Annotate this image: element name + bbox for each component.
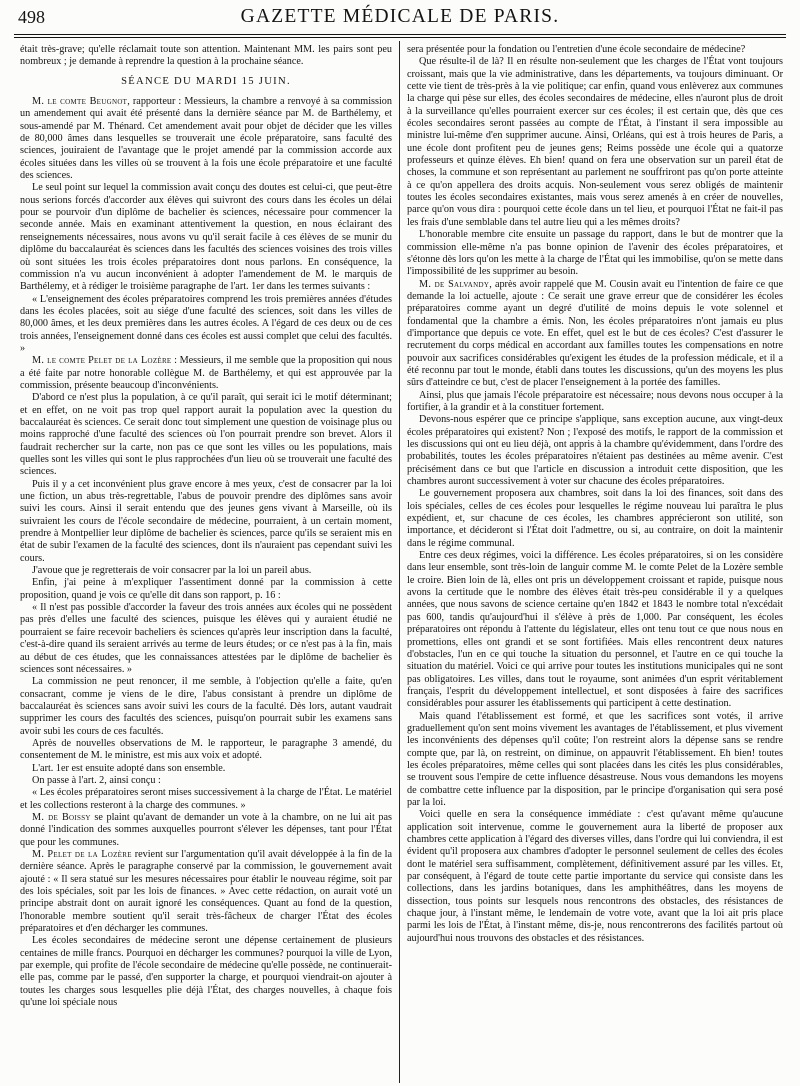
paragraph bbox=[20, 392, 392, 478]
paragraph bbox=[20, 676, 392, 738]
paragraph bbox=[20, 935, 392, 1009]
paragraph-text: se plaint qu'avant de demander un vote à la chambre, on ne lui ait pas donné l'indication des sommes auxquelles pourront s'élever les dépenses, tant pour l'État que pour les communes. bbox=[20, 811, 392, 848]
paragraph-text: Devons-nous espérer que ce principe s'applique, sans exception aucune, aux vingt-deux écoles préparatoires qui existent? Non ; l'exposé des motifs, le rapport de la commission et les discussions qui ont eu lieu déjà, ont appris à la chambre qu'évidemment, dans l'ordre des probabilités, toutes les écoles préparatoires n'étaient pas destinées au même avenir. C'est précisément dans ce but que l'article en discussion a introduit cette disposition, que les chambres auront successivement à voter sur chacune des écoles préparatoires. bbox=[407, 414, 783, 488]
paragraph-text: Que résulte-il de là? Il en résulte non-seulement que les charges de l'État vont toujours croissant, mais que la vie administrative, dans les départements, va toujours diminuant. Or cette vie tient de très-près à la vie politique; car enfin, quand vous enlèverez aux communes la charge qui pèse sur elles, des écoles secondaires de médecine, elles n'auront plus de droit à la surveillance qu'elles pourraient exercer sur ces écoles; il est certain que, dès que ces écoles secondaires seront passées au compte de l'État, à l'instant il sera impossible au ministre lui-même d'en supprimer aucune. Ainsi, Orléans, qui est à trois heures de Paris, a une école dont profitent peu de jeunes gens; Reims possède une école qui a quatorze professeurs et quinze élèves. Eh bien! quand on fera une observation sur un pareil état de choses, la commune et son représentant au parlement ne souffriront pas qu'on porte atteinte à ce qu'on appellera des droits acquis. Non-seulement vous serez obligés de maintenir toutes les écoles secondaires existantes, mais vous serez amenés à en créer de nouvelles, parce qu'on vous dira : pourquoi cette école dans un tel lieu, et pourquoi l'État ne fait-il pas les frais d'une semblable dans tel autre lieu qui a les mêmes droits? bbox=[407, 56, 783, 228]
speaker-name: M. le comte Pelet de la Lozère bbox=[32, 355, 172, 367]
paragraph-text: Enfin, j'ai peine à m'expliquer l'assentiment donné par la commission à cette proposition, quand je vois ce qu'elle dit dans son rapport, p. 16 : bbox=[20, 577, 392, 601]
paragraph bbox=[407, 390, 783, 415]
paragraph-text: Mais quand l'établissement est formé, et que les sacrifices sont votés, il arrive graduellement qu'on sent moins vivement les avantages de l'établissement, et plus vivement les inconvénients des dépenses qu'il coûte; l'on restreint alors la dépense sans se rendre compte que, par là, on restreint, on diminue, on appauvrit l'établissement. Eh bien! toutes les écoles préparatoires, même celles qui sont placées dans les cités les plus considérables, se trouvent sous l'empire de cette influence désastreuse. Nous vous demandons les moyens de combattre cette influence par la disposition, par le principe d'organisation qui sera posé par la loi. bbox=[407, 710, 783, 808]
paragraph-text: La commission ne peut renoncer, il me semble, à l'objection qu'elle a faite, qu'en consacrant, comme je viens de le dire, l'abus consistant à prendre un diplôme de baccalauréat ès sciences sans avoir suivi les cours de la faculté. Dès lors, autant vaudrait supprimer les cours des facultés des sciences, puisqu'on pourrait subir les examens sans avoir subi les cours de ces facultés. bbox=[20, 676, 392, 737]
paragraph-text: Ainsi, plus que jamais l'école préparatoire est nécessaire; nous devons nous occuper à la fortifier, à la grandir et à la constituer fortement. bbox=[407, 389, 783, 413]
paragraph bbox=[407, 488, 783, 550]
paragraph-text: revient sur l'argumentation qu'il avait développée à la fin de la dernière séance. Après le paragraphe conservé par la commission, le gouvernement avait ajouté : « Il sera statué sur les mesures nécessaires pour établir le nouveau régime, soit par des lois spéciales, soit par les lois de finances. » Avec cette rédaction, on aurait voté un principe abstrait dont on aurait ignoré les conséquences. Quant au fond de la question, l'honorable membre soutient qu'il serait très-fâcheux de charger l'État des écoles préparatoires et d'en décharger les communes. bbox=[20, 849, 392, 935]
paragraph bbox=[407, 56, 783, 229]
paragraph-text: sera présentée pour la fondation ou l'entretien d'une école secondaire de médecine? bbox=[407, 44, 746, 55]
paragraph bbox=[20, 577, 392, 602]
paragraph-text: D'abord ce n'est plus la population, à ce qu'il paraît, qui serait ici le motif déterminant; et en effet, on ne voit pas trop quel rapport aurait la population avec la question du baccalauréat ès sciences. Ce serait donc tout simplement une question de voisinage plus ou moins rapproché d'une faculté des sciences où l'on pourrait prendre son brevet. Alors il faudrait rechercher sur la carte, non pas ce que sont les villes ou les populations, mais quelles sont les villes qui sont le plus rapprochées d'un lieu où se trouverait une faculté des sciences. bbox=[20, 392, 392, 478]
paragraph bbox=[407, 44, 783, 56]
paragraph-text: L'art. 1er est ensuite adopté dans son ensemble. bbox=[32, 762, 226, 774]
paragraph bbox=[407, 279, 783, 390]
session-heading: SÉANCE DU MARDI 15 JUIN. bbox=[121, 75, 291, 87]
paragraph-text: « Il n'est pas possible d'accorder la faveur des trois années aux écoles qui ne possèdent pas près d'elles une faculté des sciences, puisque les élèves qui y auraient étudié ne pourraient se faire recevoir bacheliers ès sciences qu'après leur inscription dans la faculté, c'est-à-dire quand ils seraient arrivés au terme de leurs études; or ce n'est pas à la fin, mais au début de ces études, que les connaissances attestées par le diplôme de bachelier ès sciences sont nécessaires. » bbox=[20, 602, 392, 675]
speaker-name: M. de Salvandy bbox=[419, 278, 490, 290]
page-header bbox=[14, 2, 786, 32]
paragraph-text: Voici quelle en sera la conséquence immédiate : c'est qu'avant même qu'aucune application soit intervenue, comme le gouvernement aura la liberté de proposer aux chambres cette application à l'égard des diverses villes, dans l'ordre qui lui conviendra, il est évident qu'il proposera aux chambres d'adopter le personnel seulement de celles des écoles dont le matériel sera suffisamment, complètement, définitivement assuré par les villes. Et, par conséquent, à l'égard de toute cette partie importante du service qui consiste dans les collections, dans les jardins botaniques, dans les amphithéâtres, dans les moyens de dissection, tous points sur lesquels nous rencontrons des obstacles, des résistances de chaque jour, à l'instant même, le lendemain de votre vote, avant que la loi ait pris place parmi les lois de l'État, à l'instant même, dis-je, nous rencontrerons des facilités partout où aujourd'hui nous trouvons des obstacles et des résistances. bbox=[407, 809, 783, 944]
paragraph bbox=[407, 414, 783, 488]
paragraph bbox=[20, 849, 392, 935]
paragraph bbox=[20, 182, 392, 293]
paragraph bbox=[20, 355, 392, 392]
paragraph-text: J'avoue que je regretterais de voir consacrer par la loi un pareil abus. bbox=[32, 565, 312, 577]
paragraph-text: « L'enseignement des écoles préparatoires comprend les trois premières années d'études dans les écoles placées, soit au siége d'une faculté des sciences, soit dans les villes de 80,000 âmes, et les deux premières dans les autres écoles. A l'égard de ces deux ou de ces trois années, l'enseignement donné dans ces écoles est aussi complet que celui des facultés. » bbox=[20, 293, 392, 354]
paragraph bbox=[20, 602, 392, 676]
paragraph-text: était très-grave; qu'elle réclamait toute son attention. Maintenant MM. les pairs sont peu nombreux ; je demande à reprendre la question à la prochaine séance. bbox=[20, 44, 392, 68]
paragraph-text: Le seul point sur lequel la commission avait conçu des doutes est celui-ci, que peut-être nous serions forcés d'accorder aux élèves qui suivront des cours dans les écoles un délai pour se pourvoir d'un diplôme de bachelier ès sciences, nécessaire pour commencer la seconde année. Mais en examinant attentivement la question, en nous éclairant des renseignements nécessaires, nous avons vu qu'il serait facile à ces élèves de se munir du diplôme du baccalauréat ès sciences dans les facultés des sciences voisines des trois villes où sont situées les trois écoles préparatoires dont nous parlons. En conséquence, la commission n'a vu aucun inconvénient à adopter l'amendement de M. le marquis de Barthélemy, et à rédiger le troisième paragraphe de l'art. 1er dans les termes suivants : bbox=[20, 182, 392, 293]
paragraph-text: « Les écoles préparatoires seront mises successivement à la charge de l'État. Le matériel et les collections resteront à la charge des communes. » bbox=[20, 787, 392, 811]
paragraph bbox=[20, 738, 392, 763]
paragraph-text: : Messieurs, il me semble que la proposition qui nous a été faite par notre honorable collègue M. de Barthélemy, et qui est approuvée par la commission, présente beaucoup d'inconvénients. bbox=[20, 355, 392, 391]
journal-title: GAZETTE MÉDICALE DE PARIS. bbox=[240, 6, 560, 27]
paragraph-text: , après avoir rappelé que M. Cousin avait eu l'intention de faire ce que demande la loi actuelle, ajoute : Ce serait une grave erreur que de considérer les écoles préparatoires comme ayant un degré d'utilité de moins depuis le vote solennel et fondamental que la chambre a émis. Non, les écoles préparatoires n'ont jamais eu plus d'importance que depuis ce vote. En effet, quel est le but de ces écoles? C'est d'assurer le recrutement du corps médical en accordant aux familles toutes les compensations en notre pouvoir aux sacrifices considérables qu'exigent les études de la profession médicale, et il a été reconnu par tout le monde, établi dans toutes les discussions, qu'un des moyens les plus sûrs d'atteindre ce but, c'est de placer l'enseignement à la portée des familles. bbox=[407, 278, 783, 389]
paragraph bbox=[20, 812, 392, 849]
paragraph bbox=[20, 479, 392, 565]
header-rule bbox=[14, 34, 786, 38]
paragraph bbox=[407, 809, 783, 945]
paragraph bbox=[20, 44, 392, 69]
paragraph bbox=[20, 96, 392, 182]
column-divider bbox=[399, 41, 400, 1083]
speaker-name: M. Pelet de la Lozère bbox=[32, 849, 132, 860]
paragraph-text: , rapporteur : Messieurs, la chambre a renvoyé à sa commission un amendement qui avait été présenté dans la dernière séance par M. de Barthélemy, et sous-amendé par M. Thénard. Cet amendement avait pour objet de décider que les villes de 80,000 âmes dans lesquelles se trouverait une école préparatoire, sans faculté des sciences, jouiraient de l'avantage que le projet amendé par la commission accorde aux écoles situées dans les villes où se trouvent à la fois une école préparatoire et une faculté des sciences. bbox=[20, 96, 392, 182]
paragraph-text: Entre ces deux régimes, voici la différence. Les écoles préparatoires, si on les considère dans leur ensemble, sont très-loin de languir comme M. le comte Pelet de la Lozère semble le croire. Bien loin de là, elles ont pris un développement croissant et rapide, puisque nous avons la certitude que le nombre des élèves était très-peu considérable il y a quelques années, que nous savons de science certaine qu'en 1842 et 1843 le nombre total n'excédait pas 600, tandis qu'aujourd'hui il s'élève à près de 1,000. Par conséquent, les écoles préparatoires ont répondu à l'attente du législateur, elles ont tenu tout ce que nous nous en promettions, elles ont grandi et se sont fortifiées. Mais elles rencontrent deux natures d'obstacles, l'un en ce qui touche la situation du personnel, et l'autre en ce qui touche la situation du matériel. Voici ce qui arrive pour toutes les institutions municipales qui ne sont pas obligatoires. Les villes, dans tout le royaume, sont animées d'un esprit véritablement français, l'esprit du développement intellectuel, et sont disposées à faire des sacrifices considérables pour assurer les établissements qui participent à cette destination. bbox=[407, 550, 783, 710]
paragraph-text: On passe à l'art. 2, ainsi conçu : bbox=[32, 774, 161, 786]
paragraph bbox=[20, 294, 392, 356]
paragraph-text: Le gouvernement proposera aux chambres, soit dans la loi des finances, soit dans des lois spéciales, celles de ces écoles pour lesquelles le régime nouveau lui paraîtra le plus expédient, et, sur chacune de ces écoles, les chambres apprécieront son utilité, son importance, et décideront si l'État doit l'admettre, ou si, au contraire, on doit la maintenir dans le régime communal. bbox=[407, 488, 783, 549]
paragraph bbox=[407, 229, 783, 278]
paragraph bbox=[407, 711, 783, 810]
paragraph-text: Les écoles secondaires de médecine seront une dépense certainement de plusieurs centaines de mille francs. Pourquoi en décharger les communes? pourquoi la ville de Lyon, par exemple, qui profite de l'école secondaire de médecine qu'elle possède, ne continuerait-elle pas, comme par le passé, d'en supporter la charge, et pourquoi viendrait-on ajouter à toutes les charges sous lesquelles plie déjà l'État, des charges nouvelles, à chaque fois qu'une loi spéciale nous bbox=[20, 935, 392, 1009]
right-column bbox=[407, 44, 783, 1084]
paragraph bbox=[20, 787, 392, 812]
paragraph-text: L'honorable membre cite ensuite un passage du rapport, dans le but de montrer que la commission elle-même n'a pas bonne opinion de l'avenir des écoles préparatoires, et s'étonne dès lors qu'on les mette à la charge de l'État qui les immobilise, qu'on se mette dans l'impossibilité de les supprimer au besoin. bbox=[407, 229, 783, 278]
paragraph bbox=[407, 550, 783, 710]
left-column bbox=[20, 44, 392, 1084]
speaker-name: M. le comte Beugnot bbox=[32, 96, 128, 108]
paragraph bbox=[20, 565, 392, 577]
paragraph-text: Après de nouvelles observations de M. le rapporteur, le paragraphe 3 amendé, du consentement de M. le ministre, est mis aux voix et adopté. bbox=[20, 737, 392, 762]
paragraph bbox=[20, 763, 392, 775]
page-number: 498 bbox=[18, 7, 45, 27]
speaker-name: M. de Boissy bbox=[32, 811, 91, 823]
paragraph bbox=[20, 775, 392, 787]
paragraph-text: Puis il y a cet inconvénient plus grave encore à mes yeux, c'est de consacrer par la loi une fiction, un abus très-regrettable, l'abus de pouvoir prendre des diplômes sans avoir suivi les cours. Ainsi il serait entendu que des jeunes gens vivant à Marseille, où ils suivraient les cours de l'école secondaire de médecine, pourraient, à un certain moment, prendre à Montpellier leur diplôme de bachelier ès sciences, parce qu'ils se seraient mis en état de subir l'examen de la faculté des sciences, dont ils n'auraient pas cependant suivi les cours. bbox=[20, 478, 392, 564]
